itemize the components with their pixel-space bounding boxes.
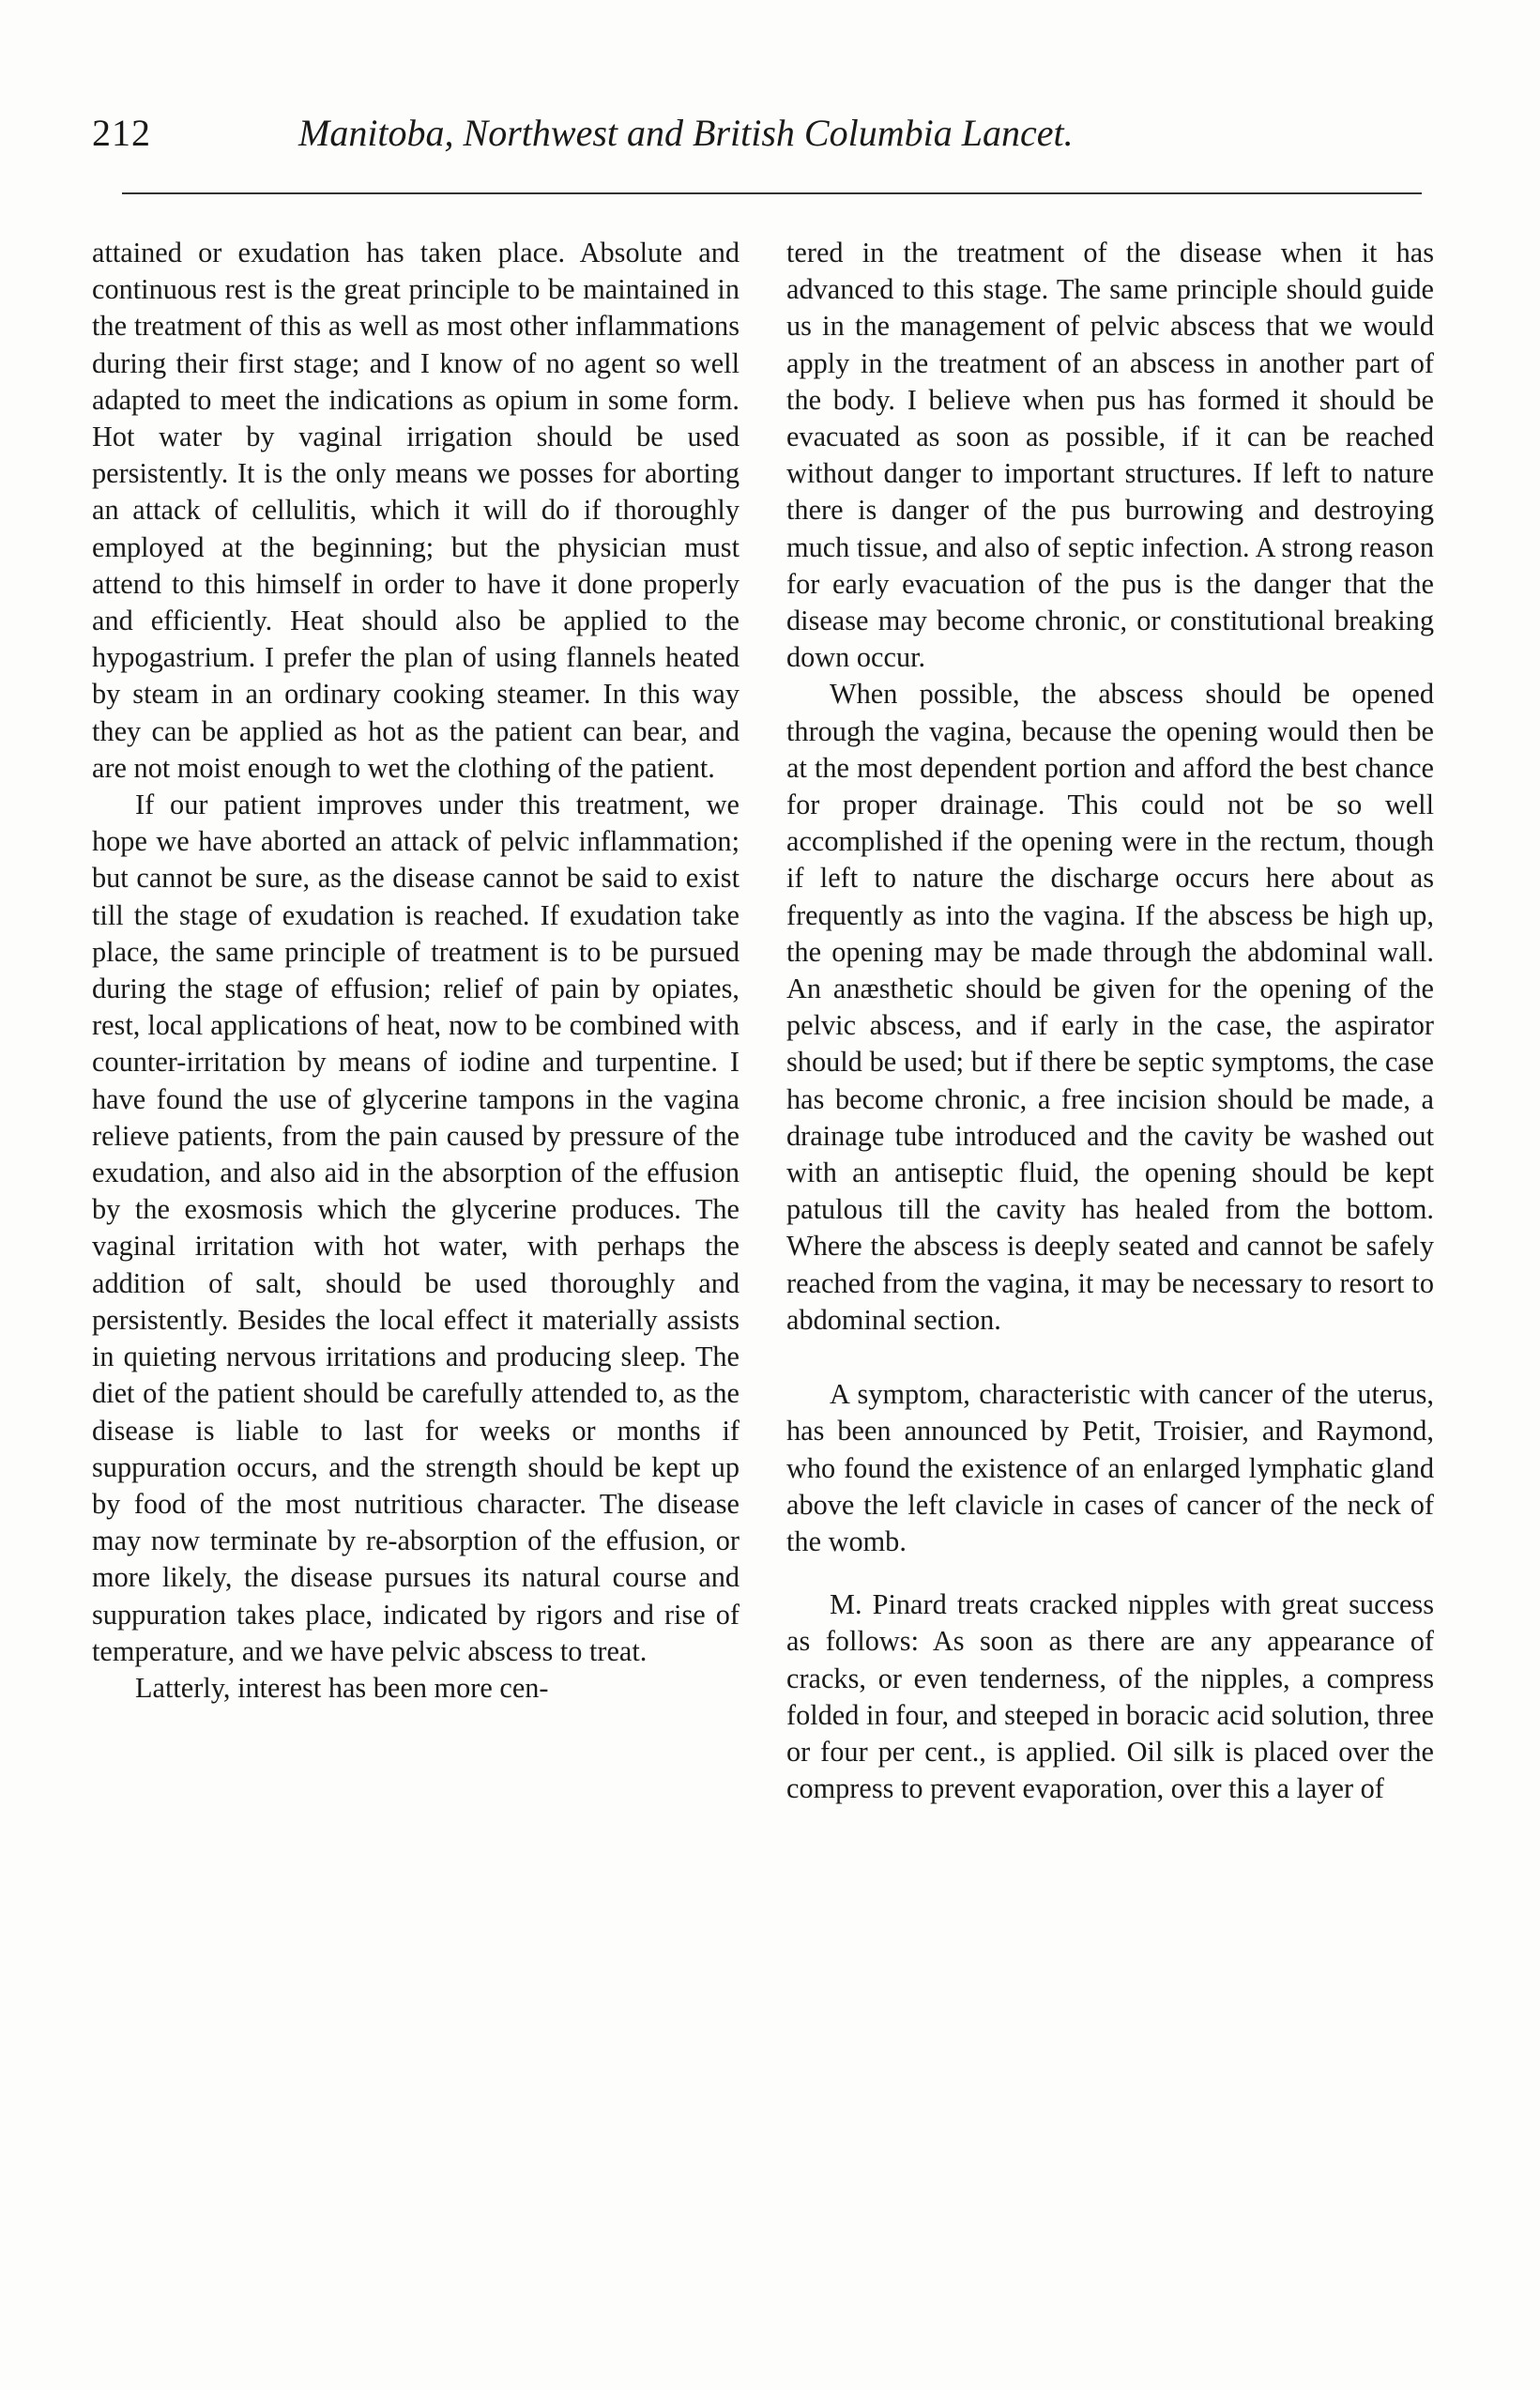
page-number: 212 [92,112,151,154]
running-header [92,111,1449,167]
paragraph: If our patient improves under this treatment, we hope we have aborted an attack of pelvic inflammation; but cannot be sure, as the disease cannot be said to exist till the stage of exudation is reached. If exudation take place, the same principle of treatment is to be pursued during the stage of effusion; relief of pain by opiates, rest, local applications of heat, now to be combined with counter-irritation by means of iodine and turpentine. I have found the use of glycerine tampons in the vagina relieve patients, from the pain caused by pressure of the exudation, and also aid in the absorption of the effusion by the exosmosis which the glycerine produces. The vaginal irritation with hot water, with perhaps the addition of salt, should be used thoroughly and persistently. Besides the local effect it materially assists in quieting nervous irritations and producing sleep. The diet of the patient should be carefully attended to, as the disease is liable to last for weeks or months if suppuration occurs, and the strength should be kept up by food of the most nutritious character. The disease may now terminate by re-absorption of the effusion, or more likely, the disease pursues its natural course and suppuration takes place, indicated by rigors and rise of temperature, and we have pelvic abscess to treat. [92,789,740,1667]
journal-title: Manitoba, Northwest and British Columbia Lancet. [298,112,1074,154]
header-rule [122,192,1422,194]
news-item-cancer-symptom: A symptom, characteristic with cancer of the uterus, has been announced by Petit, Troisier, and Raymond, who found the existence of an enlarged lymphatic gland above the left clavicle in cases of cancer of the neck of the womb. [786,1378,1434,1557]
right-column [786,235,1434,1807]
left-column [92,235,740,1707]
paragraph: When possible, the abscess should be opened through the vagina, because the opening would then be at the most dependent portion and afford the best chance for proper drainage. This could not be so well accomplished if the opening were in the rectum, though if left to nature the discharge occurs here about as frequently as into the vagina. If the abscess be high up, the opening may be made through the abdominal wall. An anæsthetic should be given for the opening of the pelvic abscess, and if early in the case, the aspirator should be used; but if there be septic symptoms, the case has become chronic, a free incision should be made, a drainage tube introduced and the cavity be washed out with an antiseptic fluid, the opening should be kept patulous till the cavity has healed from the bottom. Where the abscess is deeply seated and cannot be safely reached from the vagina, it may be necessary to resort to abdominal section. [786,678,1434,1336]
paragraph-continued: tered in the treatment of the disease when it has advanced to this stage. The same principle should guide us in the management of pelvic abscess that we would apply in the treatment of an abscess in another part of the body. I believe when pus has formed it should be evacuated as soon as possible, if it can be reached without danger to important structures. If left to nature there is danger of the pus burrowing and destroying much tissue, and also of septic infection. A strong reason for early evacuation of the pus is the danger that the disease may become chronic, or constitutional breaking down occur. [786,237,1434,674]
news-item-cracked-nipples: M. Pinard treats cracked nipples with great success as follows: As soon as there are any appearance of cracks, or even tenderness, of the nipples, a compress folded in four, and steeped in boracic acid solution, three or four per cent., is applied. Oil silk is placed over the compress to prevent evaporation, over this a layer of [786,1588,1434,1805]
paragraph-continued: attained or exudation has taken place. Absolute and continuous rest is the great principle to be maintained in the treatment of this as well as most other inflammations during their first stage; and I know of no agent so well adapted to meet the indications as opium in some form. Hot water by vaginal irrigation should be used persistently. It is the only means we posses for aborting an attack of cellulitis, which it will do if thoroughly employed at the beginning; but the physician must attend to this himself in order to have it done properly and efficiently. Heat should also be applied to the hypogastrium. I prefer the plan of using flannels heated by steam in an ordinary cooking steamer. In this way they can be applied as hot as the patient can bear, and are not moist enough to wet the clothing of the patient. [92,237,740,784]
paragraph: Latterly, interest has been more cen- [135,1671,549,1704]
